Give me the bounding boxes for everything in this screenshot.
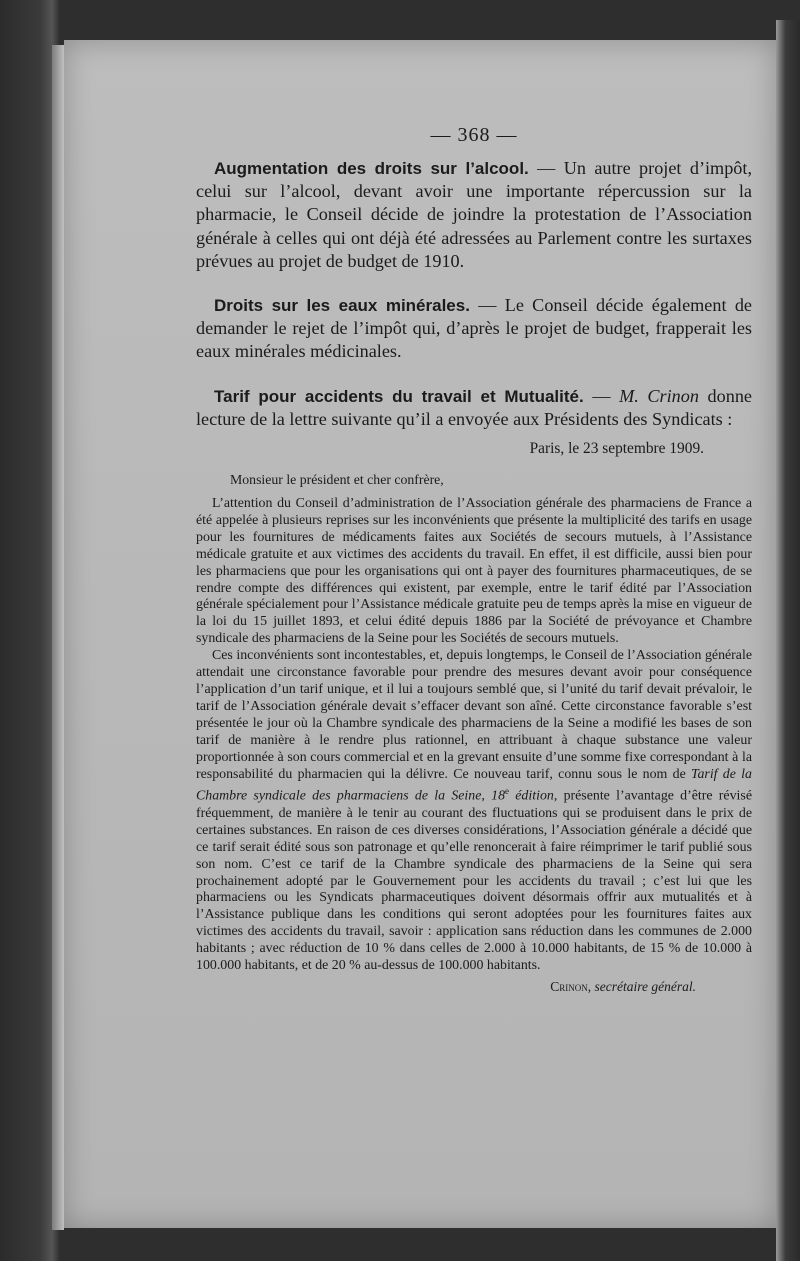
signature-name: Crinon, xyxy=(550,979,592,994)
page-content xyxy=(196,124,752,431)
page-right-edge xyxy=(776,20,800,1261)
letter-dateline: Paris, le 23 septembre 1909. xyxy=(529,440,704,457)
section-text: — xyxy=(583,385,620,406)
section-heading: Droits sur les eaux minérales. xyxy=(214,296,470,316)
tariff-edition: édition xyxy=(509,789,554,805)
page-spine xyxy=(52,45,64,1230)
letter-text: , présente l’avantage d’être révisé fréquemment, de manière à le tenir au courant des fluctuations qui se produisent dans le prix de certaines substances. En raison de ces diverses considérations, l’Association générale a décidé que ce tarif serait édité sous son patronage et qu’elle renoncerait à faire réimprimer le tarif publié sous son nom. C’est ce tarif de la Chambre syndicale des pharmaciens de la Seine qui sera prochainement adopté par le Gouvernement pour les accidents du travail ; c’est lui que les pharmaciens ou les Syndicats pharmaceutiques doivent désormais offrir aux mutualités et à l’Assistance publique dans les conditions qui seront adoptées pour les fournitures faites aux victimes des accidents du travail, savoir : application sans réduction dans les communes de 2.000 habitants ; avec réduction de 10 % dans celles de 2.000 à 10.000 habitants, de 15 % de 10.000 à 100.000 habitants, et de 20 % au-dessus de 100.000 habitants. xyxy=(196,789,752,974)
tariff-title: Tarif de la Chambre syndicale des pharmaciens de la Seine, 18 xyxy=(196,766,752,805)
section-heading: Augmentation des droits sur l’alcool. xyxy=(214,159,529,178)
letter-paragraph: L’attention du Conseil d’administration de l’Association générale des pharmaciens de France a été appelée à plusieurs reprises sur les inconvénients que présente la multiplicité des tarifs en usage pour les fournitures de médicaments faites aux Sociétés de secours mutuels, à l’Assistance médicale gratuite et aux victimes des accidents du travail. En effet, il est difficile, aussi bien pour les pharmaciens que pour les organisations qui ont à payer des fournitures pharmaceutiques, de se rendre compte des différences qui existent, par exemple, entre le tarif édité par l’Association générale spécialement pour l’Assistance médicale gratuite peu de temps après la mise en vigueur de la loi du 15 juillet 1893, et celui édité depuis 1886 par la Société de prévoyance et Chambre syndicale des pharmaciens de la Seine pour les Sociétés de secours mutuels. xyxy=(196,496,752,647)
section-tarif xyxy=(196,385,752,431)
section-text: donne lecture de la lettre suivante qu’il a envoyée aux Présidents des Syndicats : xyxy=(196,385,752,429)
section-heading: Tarif pour accidents du travail et Mutualité. xyxy=(214,386,584,406)
letter-salutation: Monsieur le président et cher confrère, xyxy=(230,472,444,487)
letter xyxy=(196,440,752,995)
signature-title: secrétaire général. xyxy=(591,979,696,994)
section-text: — Un autre projet d’impôt, celui sur l’alcool, devant avoir une importante répercussion sur la pharmacie, le Conseil décide de joindre la protestation de l’Association générale à celles qui ont déjà été adressées au Parlement contre les surtaxes prévues au projet de budget de 1910. xyxy=(196,158,752,271)
superscript: e xyxy=(505,786,510,797)
section-eaux-minerales xyxy=(196,294,752,364)
letter-signature xyxy=(196,979,752,995)
letter-text: Ces inconvénients sont incontestables, et, depuis longtemps, le Conseil de l’Association générale attendait une circonstance favorable pour prendre des mesures devant avoir pour conséquence l’application d’un tarif unique, et il lui a toujours semblé que, si l’unité du tarif devait prévaloir, le tarif de l’Association générale devait s’effacer devant son aîné. Cette circonstance favorable s’est présentée le jour où la Chambre syndicale des pharmaciens de la Seine a modifié les bases de son tarif de manière à le rendre plus rationnel, en attribuant à chaque substance une valeur proportionnée à son cours commercial et en la grevant ensuite d’une somme fixe correspondant à la responsabilité du pharmacien qui la délivre. Ce nouveau tarif, connu sous le nom de xyxy=(196,648,752,782)
section-alcool xyxy=(196,157,752,273)
letter-paragraph xyxy=(196,648,752,975)
section-text: — Le Conseil décide également de demander le rejet de l’impôt qui, d’après le projet de budget, frapperait les eaux minérales médicinales. xyxy=(196,295,752,362)
page-number: — 368 — xyxy=(430,124,518,146)
person-name: M. Crinon xyxy=(619,385,699,406)
